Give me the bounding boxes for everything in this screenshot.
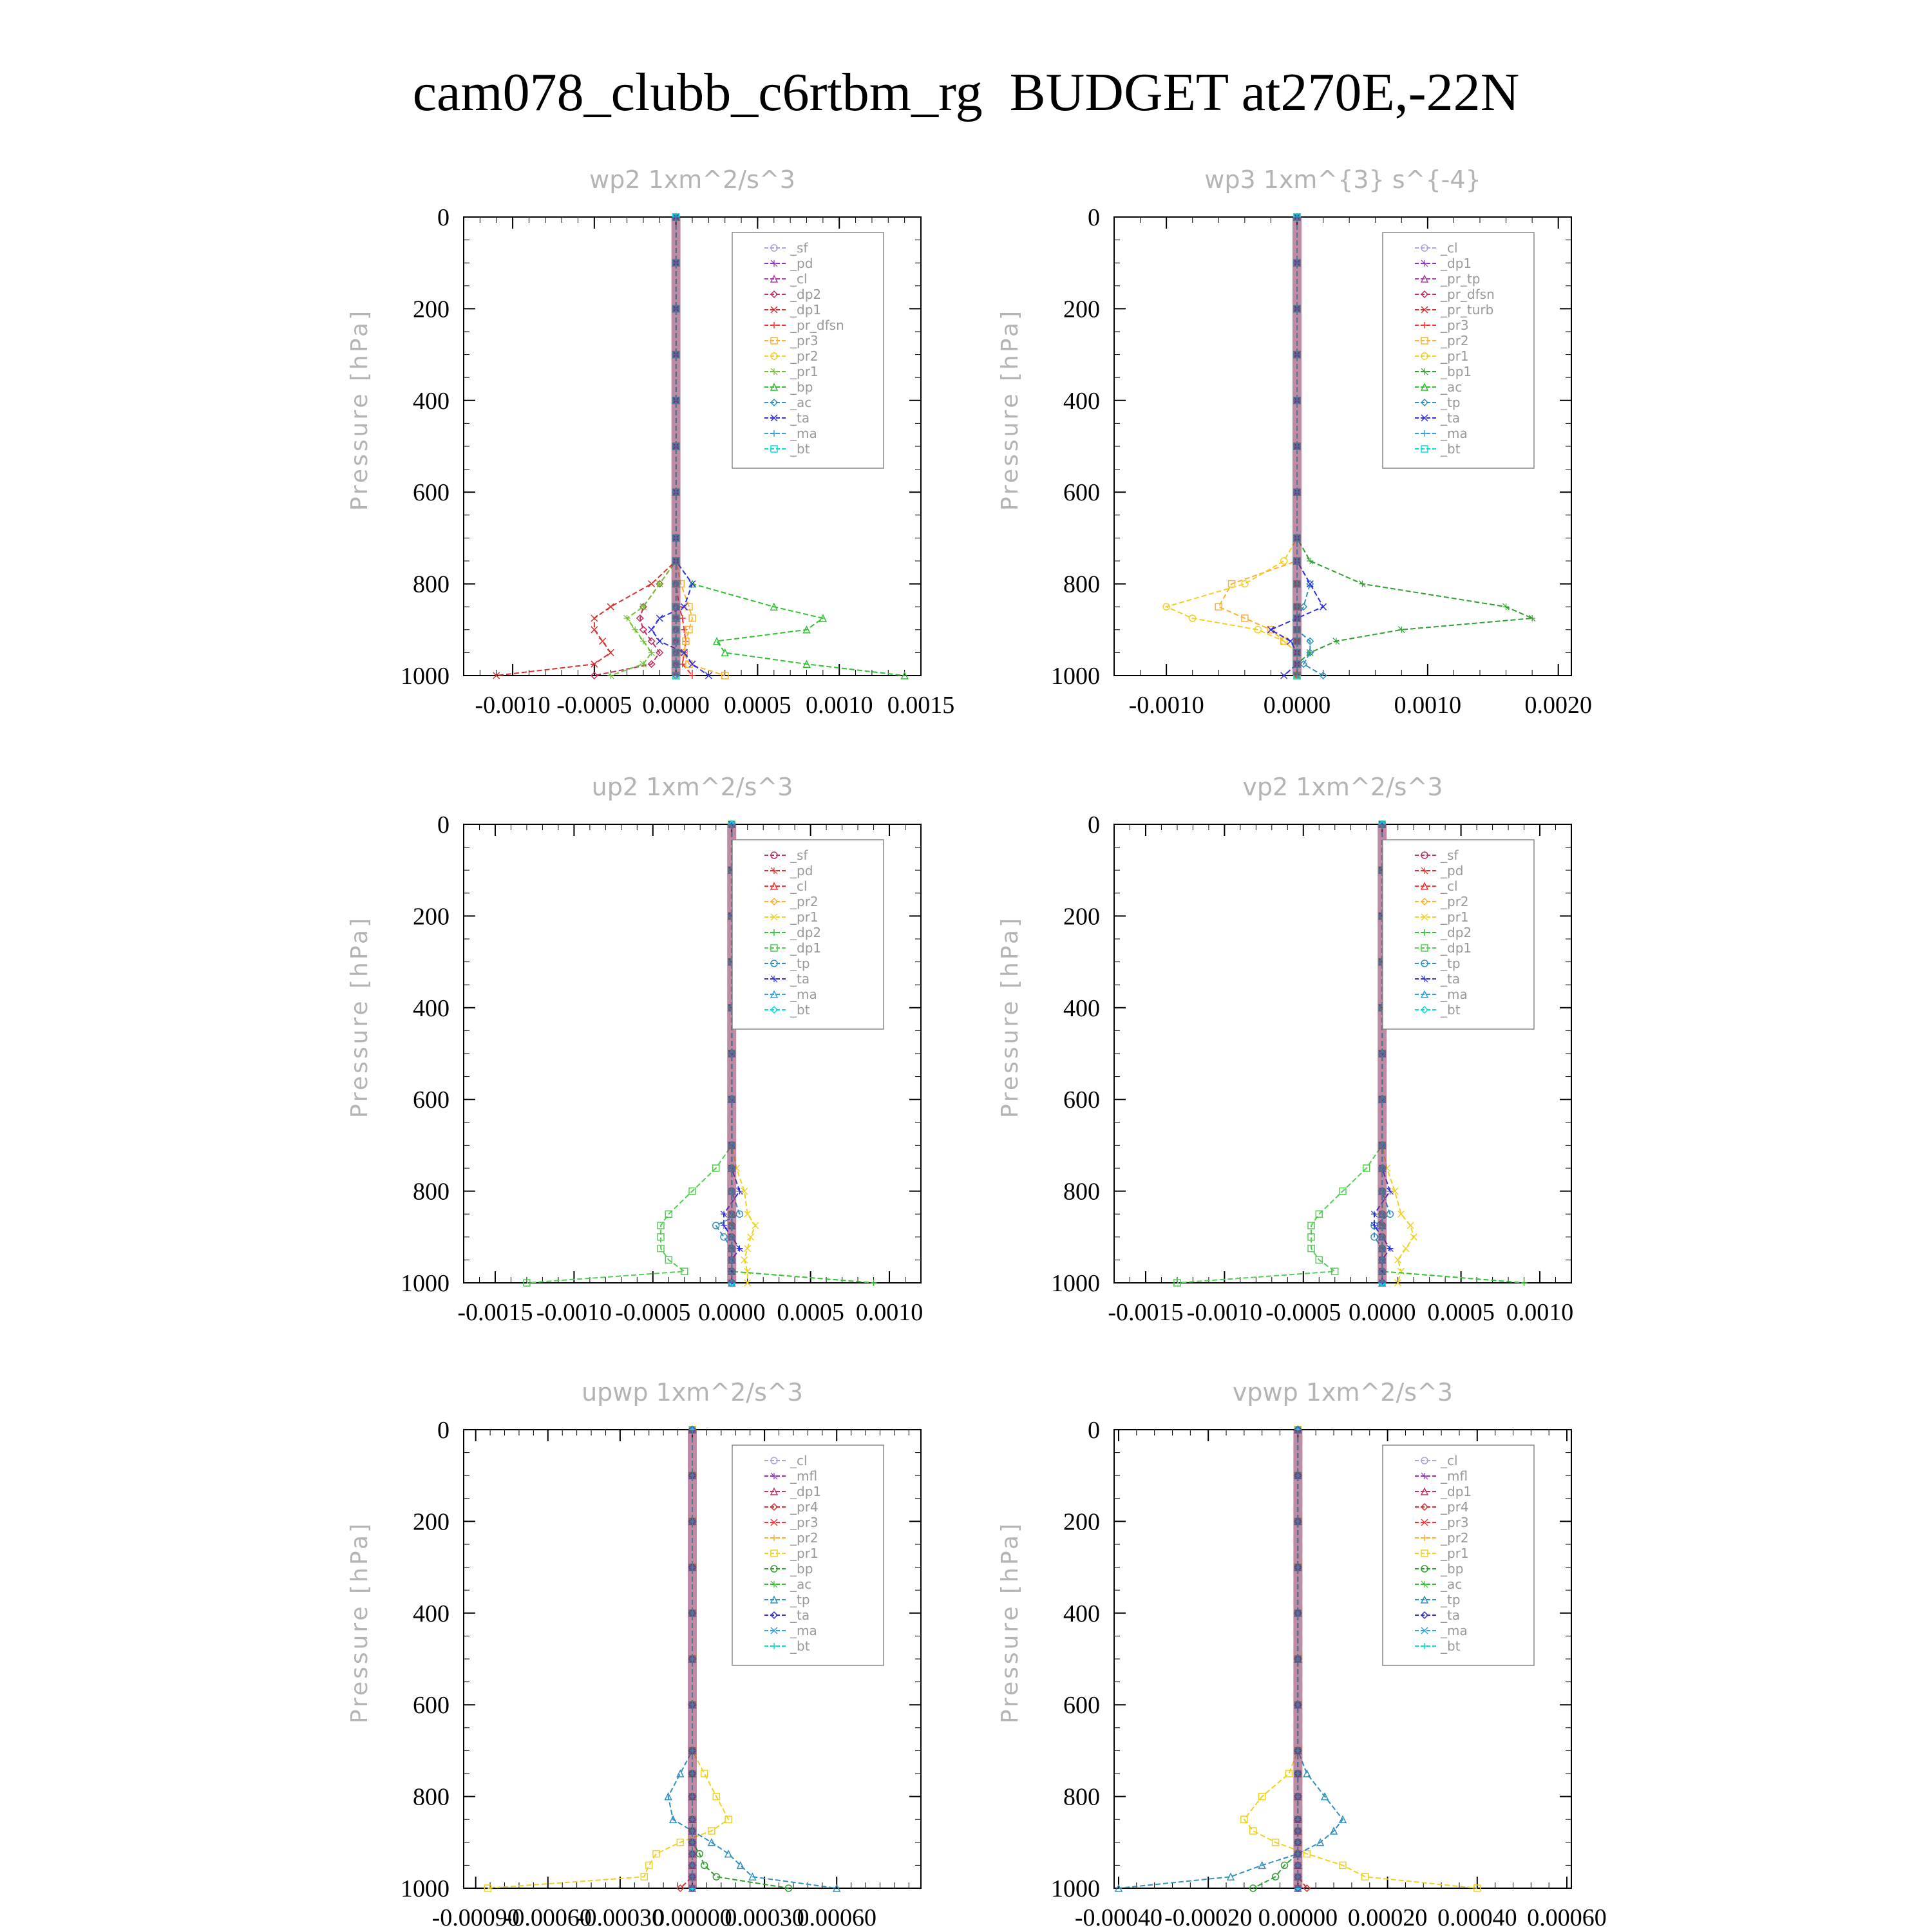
legend-label: _pr2: [1441, 894, 1469, 909]
x-tick-label: -0.0010: [1186, 1299, 1262, 1326]
panel-title: wp3 1xm^{3} s^{-4}: [1204, 166, 1481, 194]
x-tick-label: 0.0000: [642, 692, 710, 719]
series_dp1: [493, 214, 679, 679]
y-tick-label: 1000: [1051, 1270, 1100, 1297]
y-axis-label: Pressure [hPa]: [997, 1520, 1023, 1724]
y-axis-label: Pressure [hPa]: [346, 308, 373, 511]
legend-label: _pr2: [790, 1530, 819, 1546]
legend-label: _mfl: [1441, 1468, 1468, 1484]
legend-label: _ma: [790, 987, 817, 1002]
x-tick-label: 0.00030: [724, 1904, 804, 1931]
data-point: [640, 638, 647, 645]
y-tick-label: 400: [413, 1600, 450, 1627]
legend-label: _dp2: [790, 925, 822, 940]
legend-label: _pr1: [790, 1546, 819, 1561]
legend-label: _cl: [1441, 878, 1458, 894]
x-tick-label: 0.0010: [1394, 692, 1462, 719]
data-point: [1371, 1211, 1378, 1217]
x-tick-label: -0.0015: [457, 1299, 533, 1326]
legend-label: _ta: [790, 1607, 810, 1623]
panel-vpwp: [997, 1378, 1607, 1931]
series-line: [1218, 217, 1297, 676]
y-tick-label: 600: [413, 479, 450, 507]
y-axis-label: Pressure [hPa]: [997, 915, 1023, 1119]
legend-label: _cl: [790, 271, 808, 287]
x-tick-label: -0.0005: [556, 692, 632, 719]
legend: [1383, 232, 1534, 468]
x-tick-label: 0.00040: [1437, 1904, 1517, 1931]
y-tick-label: 200: [413, 296, 450, 323]
panel-title: vp2 1xm^2/s^3: [1242, 773, 1443, 801]
series_pr1: [1163, 214, 1300, 679]
x-tick-label: 0.00000: [652, 1904, 732, 1931]
y-tick-label: 200: [1063, 296, 1100, 323]
series-line: [1119, 1430, 1343, 1888]
y-tick-label: 200: [413, 1508, 450, 1536]
legend: [732, 232, 884, 468]
data-point: [591, 627, 598, 633]
y-axis-label: Pressure [hPa]: [997, 308, 1023, 511]
data-point: [1398, 627, 1405, 633]
legend-label: _pd: [1441, 863, 1464, 878]
x-tick-label: 0.00020: [1347, 1904, 1428, 1931]
legend-label: _ma: [790, 1623, 817, 1638]
legend-label: _tp: [790, 1592, 810, 1607]
legend-label: _bp: [790, 1561, 813, 1577]
x-tick-label: 0.0005: [1427, 1299, 1495, 1326]
data-point: [607, 603, 614, 610]
series-line: [1177, 824, 1382, 1283]
y-tick-label: 600: [1063, 479, 1100, 507]
panel-title: wp2 1xm^2/s^3: [589, 166, 795, 194]
legend-label: _bt: [790, 1002, 810, 1018]
data-point: [607, 649, 614, 656]
y-axis-label: Pressure [hPa]: [346, 1520, 373, 1724]
legend-label: _pr4: [790, 1499, 819, 1515]
legend-label: _pr4: [1441, 1499, 1469, 1515]
panel-title: vpwp 1xm^2/s^3: [1232, 1378, 1454, 1406]
series-line: [527, 824, 732, 1283]
x-tick-label: -0.0010: [1128, 692, 1204, 719]
legend-label: _pr2: [1441, 333, 1469, 348]
data-point: [721, 1211, 727, 1217]
legend-label: _dp1: [790, 940, 822, 956]
legend-label: _bt: [790, 1638, 810, 1654]
x-tick-label: 0.0015: [887, 692, 955, 719]
legend-label: _pr_dfsn: [1441, 287, 1495, 302]
x-tick-label: 0.0005: [777, 1299, 844, 1326]
y-tick-label: 400: [1063, 387, 1100, 415]
x-tick-label: 0.0000: [1348, 1299, 1416, 1326]
series-line: [594, 217, 676, 676]
data-point: [701, 1770, 708, 1777]
data-point: [600, 638, 606, 645]
legend-label: _ta: [1441, 1607, 1461, 1623]
data-point: [1403, 1245, 1409, 1252]
figure-title: cam078_clubb_c6rtbm_rg BUDGET at270E,-22N: [412, 62, 1520, 122]
data-point: [1407, 1222, 1414, 1229]
y-tick-label: 1000: [401, 663, 450, 690]
legend-label: _bt: [1441, 1002, 1461, 1018]
legend-label: _bp: [1441, 1561, 1464, 1577]
data-point: [1410, 1234, 1417, 1240]
data-point: [1333, 638, 1340, 645]
legend-label: _dp1: [1441, 256, 1472, 271]
y-axis-label: Pressure [hPa]: [346, 915, 373, 1119]
data-point: [656, 615, 663, 621]
legend-label: _ac: [790, 395, 812, 410]
panel-title: upwp 1xm^2/s^3: [582, 1378, 803, 1406]
legend-label: _pr1: [1441, 909, 1469, 925]
x-tick-label: 0.0010: [805, 692, 873, 719]
zero-band: [688, 1430, 697, 1888]
legend-label: _tp: [790, 956, 810, 971]
data-point: [1529, 615, 1535, 621]
legend-label: _tp: [1441, 956, 1461, 971]
legend-label: _dp2: [790, 287, 822, 302]
data-point: [1320, 603, 1327, 610]
x-tick-label: 0.00060: [1527, 1904, 1607, 1931]
data-point: [677, 1770, 683, 1777]
zero-band: [1293, 217, 1302, 676]
legend: [1383, 840, 1534, 1029]
data-point: [1359, 581, 1365, 587]
x-tick-label: 0.0020: [1524, 692, 1592, 719]
legend-label: _ma: [790, 426, 817, 441]
legend-label: _pr3: [1441, 1515, 1469, 1530]
x-tick-label: 0.00060: [797, 1904, 876, 1931]
x-tick-label: -0.00060: [504, 1904, 592, 1931]
legend-label: _pr3: [1441, 317, 1469, 333]
x-tick-label: 0.0000: [697, 1299, 766, 1326]
y-tick-label: 800: [1063, 1178, 1100, 1206]
legend-label: _ma: [1441, 426, 1468, 441]
legend-label: _tp: [1441, 1592, 1461, 1607]
legend-label: _sf: [790, 848, 808, 863]
legend-label: _dp1: [790, 302, 822, 317]
legend-label: _pr1: [790, 909, 819, 925]
y-tick-label: 1000: [401, 1270, 450, 1297]
legend-label: _pr_dfsn: [790, 317, 844, 333]
panel-up2: [346, 773, 923, 1326]
data-point: [653, 1851, 659, 1857]
panel-title: up2 1xm^2/s^3: [591, 773, 793, 801]
data-point: [1503, 603, 1510, 610]
series_dp1: [1174, 821, 1385, 1286]
series_pr2: [1215, 214, 1300, 679]
legend-label: _pr_tp: [1441, 271, 1481, 287]
y-tick-label: 1000: [1051, 663, 1100, 690]
data-point: [1267, 627, 1274, 633]
x-tick-label: 0.00000: [1258, 1904, 1338, 1931]
data-point: [649, 581, 655, 587]
legend-label: _pr2: [1441, 1530, 1469, 1546]
panel-upwp: [346, 1378, 921, 1931]
legend-label: _ta: [1441, 971, 1461, 987]
legend-label: _cl: [790, 1453, 808, 1468]
legend-label: _dp1: [790, 1484, 822, 1499]
series-line: [1166, 217, 1297, 676]
data-point: [1303, 1770, 1310, 1777]
legend-label: _bt: [1441, 1638, 1461, 1654]
y-tick-label: 600: [1063, 1086, 1100, 1114]
x-tick-label: 0.0005: [724, 692, 791, 719]
x-tick-label: -0.0005: [1265, 1299, 1341, 1326]
y-tick-label: 0: [1088, 1417, 1100, 1444]
x-tick-label: 0.0010: [1506, 1299, 1574, 1326]
legend-label: _pr3: [790, 333, 819, 348]
data-point: [1215, 603, 1222, 610]
legend-label: _sf: [1441, 848, 1459, 863]
legend-label: _bt: [1441, 441, 1461, 457]
legend-label: _pr1: [1441, 1546, 1469, 1561]
y-tick-label: 400: [1063, 994, 1100, 1022]
legend-label: _pr2: [790, 894, 819, 909]
data-point: [871, 1280, 877, 1286]
panel-wp2: [346, 166, 954, 719]
y-tick-label: 200: [1063, 903, 1100, 931]
legend-label: _tp: [1441, 395, 1461, 410]
y-tick-label: 200: [1063, 1508, 1100, 1536]
y-tick-label: 800: [1063, 1783, 1100, 1811]
legend-label: _ma: [1441, 1623, 1468, 1638]
y-tick-label: 0: [437, 1417, 450, 1444]
zero-band: [1293, 1430, 1302, 1888]
data-point: [1281, 558, 1287, 564]
data-point: [1521, 1280, 1528, 1286]
y-tick-label: 0: [1088, 811, 1100, 838]
legend-label: _dp1: [1441, 1484, 1472, 1499]
data-point: [632, 627, 638, 633]
legend-label: _bt: [790, 441, 810, 457]
data-point: [736, 1245, 743, 1252]
legend-label: _ta: [790, 410, 810, 426]
data-point: [721, 1222, 727, 1229]
data-point: [681, 627, 687, 633]
data-point: [1307, 558, 1313, 564]
legend: [1383, 1445, 1534, 1665]
y-tick-label: 600: [413, 1692, 450, 1719]
series_dp2: [591, 214, 679, 679]
y-tick-label: 400: [1063, 1600, 1100, 1627]
data-point: [591, 615, 598, 621]
x-tick-label: -0.00040: [1074, 1904, 1163, 1931]
legend: [732, 840, 884, 1029]
x-tick-label: 0.0000: [1263, 692, 1331, 719]
panel-wp3: [997, 166, 1592, 719]
legend-label: _dp2: [1441, 925, 1472, 940]
legend-label: _ac: [1441, 1577, 1463, 1592]
series-line: [1253, 1430, 1298, 1888]
legend-label: _mfl: [790, 1468, 818, 1484]
data-point: [649, 627, 655, 633]
series_pr1: [607, 214, 679, 679]
series_pr3: [673, 214, 728, 679]
y-tick-label: 1000: [401, 1875, 450, 1902]
legend-label: _bp: [790, 379, 813, 395]
legend-label: _ac: [790, 1577, 812, 1592]
y-tick-label: 600: [413, 1086, 450, 1114]
x-tick-label: 0.0010: [855, 1299, 923, 1326]
x-tick-label: -0.00030: [576, 1904, 664, 1931]
legend-label: _ma: [1441, 987, 1468, 1002]
legend-label: _dp1: [1441, 940, 1472, 956]
legend-label: _pr_turb: [1441, 302, 1494, 317]
x-tick-label: -0.0010: [536, 1299, 612, 1326]
y-tick-label: 0: [1088, 204, 1100, 231]
data-point: [701, 1862, 708, 1868]
x-tick-label: -0.0010: [475, 692, 551, 719]
x-tick-label: -0.00020: [1164, 1904, 1253, 1931]
legend-label: _cl: [790, 878, 808, 894]
data-point: [607, 672, 614, 679]
legend-label: _bp1: [1441, 364, 1472, 379]
x-tick-label: -0.0005: [615, 1299, 691, 1326]
legend-label: _pr2: [790, 348, 819, 364]
y-tick-label: 200: [413, 903, 450, 931]
y-tick-label: 0: [437, 811, 450, 838]
legend-label: _cl: [1441, 1453, 1458, 1468]
y-tick-label: 600: [1063, 1692, 1100, 1719]
y-tick-label: 800: [413, 1783, 450, 1811]
legend-label: _pd: [790, 863, 813, 878]
y-tick-label: 800: [1063, 571, 1100, 598]
legend-label: _pd: [790, 256, 813, 271]
data-point: [646, 1862, 652, 1868]
series_dp1: [524, 821, 735, 1286]
x-tick-label: -0.00090: [431, 1904, 520, 1931]
y-tick-label: 800: [413, 1178, 450, 1206]
data-point: [656, 638, 663, 645]
legend-label: _ac: [1441, 379, 1463, 395]
y-tick-label: 1000: [1051, 1875, 1100, 1902]
legend-label: _pr3: [790, 1515, 819, 1530]
data-point: [1387, 1245, 1393, 1252]
legend-label: _pr1: [790, 364, 819, 379]
data-point: [721, 1234, 727, 1240]
legend-label: _ta: [790, 971, 810, 987]
legend-label: _pr1: [1441, 348, 1469, 364]
series-line: [497, 217, 676, 676]
legend-label: _sf: [790, 240, 808, 256]
legend-label: _ta: [1441, 410, 1461, 426]
zero-band: [672, 217, 681, 676]
y-tick-label: 400: [413, 994, 450, 1022]
legend-label: _cl: [1441, 240, 1458, 256]
legend: [732, 1445, 884, 1665]
panel-vp2: [997, 773, 1573, 1326]
y-tick-label: 800: [413, 571, 450, 598]
x-tick-label: -0.0015: [1108, 1299, 1184, 1326]
data-point: [752, 1222, 759, 1229]
y-tick-label: 400: [413, 387, 450, 415]
series_tp: [1115, 1426, 1346, 1891]
y-tick-label: 0: [437, 204, 450, 231]
data-point: [624, 615, 630, 621]
